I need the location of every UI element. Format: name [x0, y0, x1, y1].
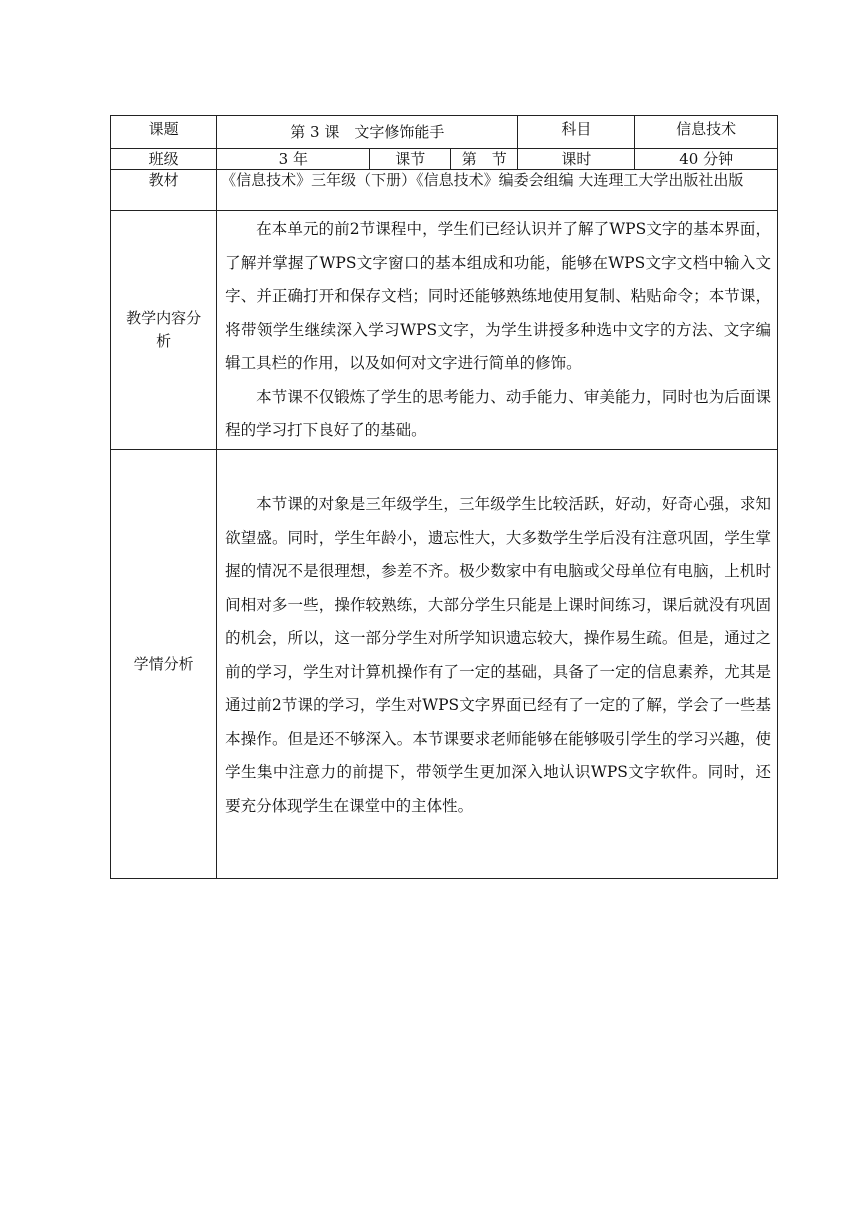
period-value-cell: [450, 149, 518, 170]
content-paragraph-2: 本节课不仅锻炼了学生的思考能力、动手能力、审美能力，同时也为后面课程的学习打下良好了的基础。: [225, 387, 771, 439]
content-value-cell: [217, 211, 778, 450]
material-label-cell: [111, 170, 217, 211]
students-value-cell: [217, 450, 778, 879]
content-analysis-row: [111, 211, 778, 450]
students-label-cell: [111, 450, 217, 879]
student-analysis-row: [111, 450, 778, 879]
subject-label: 科目: [561, 120, 592, 138]
subject-label-cell: [518, 116, 635, 149]
class-row: [111, 149, 778, 170]
content-analysis-text: [217, 211, 777, 448]
material-value-cell: [217, 170, 778, 211]
topic-label: 课题: [148, 120, 179, 138]
class-value-cell: [217, 149, 370, 170]
content-label: 教学内容分析: [126, 309, 202, 350]
class-label: 班级: [148, 150, 179, 168]
duration-label-cell: [518, 149, 635, 170]
topic-value: 第 3 课 文字修饰能手: [290, 123, 445, 141]
class-label-cell: [111, 149, 217, 170]
content-label-cell: [111, 211, 217, 450]
duration-value-cell: [635, 149, 778, 170]
topic-row: [111, 116, 778, 149]
students-paragraph: 本节课的对象是三年级学生，三年级学生比较活跃，好动，好奇心强，求知欲望盛。同时，学生年龄小，遗忘性大，大多数学生学后没有注意巩固，学生掌握的情况不是很理想，参差不齐。极少数家中有电脑或父母单位有电脑，上机时间相对多一些，操作较熟练，大部分学生只能是上课时间练习，课后就没有巩固的机会，所以，这一部分学生对所学知识遗忘较大，操作易生疏。但是，通过之前的学习，学生对计算机操作有了一定的基础，具备了一定的信息素养，尤其是通过前2节课的学习，学生对WPS文字界面已经有了一定的了解，学会了一些基本操作。但是还不够深入。本节课要求老师能够在能够吸引学生的学习兴趣，使学生集中注意力的前提下，带领学生更加深入地认识WPS文字软件。同时，还要充分体现学生在课堂中的主体性。: [225, 495, 771, 815]
period-label: 课节: [395, 150, 426, 168]
students-label: 学情分析: [133, 655, 194, 673]
period-label-cell: [370, 149, 450, 170]
topic-label-cell: [111, 116, 217, 149]
period-value: 第 节: [461, 150, 507, 168]
subject-value: 信息技术: [676, 120, 737, 138]
topic-value-cell: [217, 116, 518, 149]
material-label: 教材: [148, 171, 179, 189]
duration-label: 课时: [561, 150, 592, 168]
material-value: 《信息技术》三年级（下册）《信息技术》编委会组编 大连理工大学出版社出版: [221, 171, 744, 189]
lesson-plan-table: [110, 115, 778, 879]
student-analysis-text: [217, 450, 777, 823]
class-value: 3 年: [278, 150, 308, 168]
content-paragraph-1: 在本单元的前2节课程中，学生们已经认识并了解了WPS文字的基本界面，了解并掌握了WPS文字窗口的基本组成和功能，能够在WPS文字文档中输入文字、并正确打开和保存文档；同时还能够熟练地使用复制、粘贴命令；本节课，将带领学生继续深入学习WPS文字，为学生讲授多种选中文字的方法、文字编辑工具栏的作用，以及如何对文字进行简单的修饰。: [225, 220, 771, 372]
subject-value-cell: [635, 116, 778, 149]
material-row: [111, 170, 778, 211]
duration-value: 40 分钟: [679, 150, 734, 168]
